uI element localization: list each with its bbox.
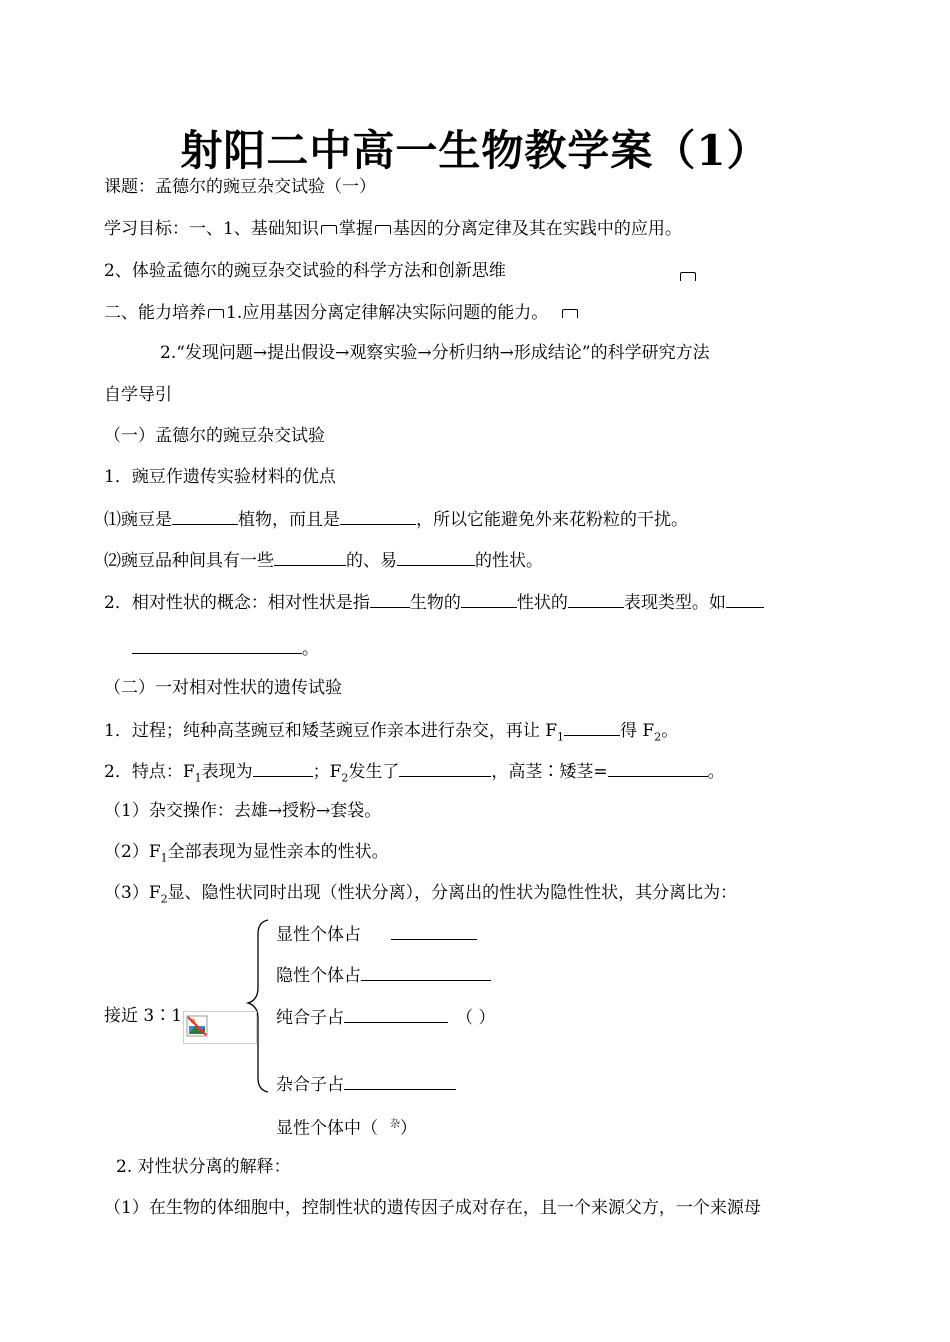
fill-blank[interactable]	[608, 759, 708, 777]
text: 得 F	[620, 721, 655, 741]
pea-line-2	[104, 548, 543, 572]
text: 杂合子占	[276, 1075, 344, 1095]
text: ，高茎∶矮茎=	[491, 762, 608, 782]
superscript: 杂	[390, 1119, 400, 1130]
subscript: 1	[194, 771, 202, 785]
fill-blank[interactable]	[397, 548, 475, 566]
subscript: 2	[341, 771, 349, 785]
fill-blank[interactable]	[370, 590, 410, 608]
subscript: 2	[654, 730, 662, 744]
fill-blank[interactable]	[726, 590, 764, 608]
near-ratio-label: 接近 3∶1	[104, 1006, 183, 1026]
edit-mark-icon	[321, 225, 337, 234]
fill-blank[interactable]	[344, 1072, 456, 1090]
text: 植物，而且是	[238, 510, 340, 530]
section-self-study: 自学导引	[104, 385, 172, 405]
relative-trait-line-2	[132, 636, 319, 660]
ratio-heterozygous	[276, 1072, 456, 1096]
text: 表现为	[201, 762, 253, 782]
fill-blank[interactable]	[391, 922, 477, 940]
ratio-dominant-inner	[276, 1114, 417, 1140]
fill-blank[interactable]	[399, 759, 491, 777]
text: 纯合子占	[276, 1008, 344, 1028]
text: ；F	[312, 762, 342, 782]
fill-blank[interactable]	[132, 636, 302, 654]
subscript: 1	[557, 730, 565, 744]
ratio-homozygous	[276, 1005, 495, 1029]
text: 1．过程；纯种高茎豌豆和矮茎豌豆作亲本进行杂交，再让 F	[104, 721, 558, 741]
broken-image-placeholder	[183, 1011, 257, 1044]
subscript: 1	[160, 851, 168, 865]
text: ⑴豌豆是	[104, 510, 172, 530]
fill-blank[interactable]	[564, 718, 620, 736]
fill-blank[interactable]	[274, 548, 346, 566]
text: ⑵豌豆品种间具有一些	[104, 551, 274, 571]
edit-mark-icon	[562, 309, 578, 318]
ability-line-2: 2.“发现问题→提出假设→观察实验→分析归纳→形成结论”的科学研究方法	[160, 343, 710, 363]
text: 显、隐性状同时出现（性状分离），分离出的性状为隐性性状，其分离比为：	[167, 883, 738, 903]
explanation-line-1: （1）在生物的体细胞中，控制性状的遗传因子成对存在，且一个来源父方，一个来源母	[104, 1198, 761, 1218]
text: 显性个体占	[276, 925, 361, 945]
ratio-dominant	[276, 922, 477, 946]
text: 隐性个体占	[276, 966, 361, 986]
lesson-topic: 课题：孟德尔的豌豆杂交试验（一）	[104, 177, 376, 197]
ability-line-1	[104, 302, 580, 324]
f1-line	[104, 841, 389, 863]
text: 性状的	[516, 593, 568, 613]
text: ）	[400, 1118, 417, 1139]
objective-text-c: 基因的分离定律及其在实践中的应用。	[392, 219, 682, 239]
fill-blank[interactable]	[361, 963, 491, 981]
pea-advantages-heading: 1．豌豆作遗传实验材料的优点	[104, 467, 336, 487]
section-one-heading: （一）孟德尔的豌豆杂交试验	[104, 426, 325, 446]
text: 的、易	[346, 551, 397, 571]
text: 发生了	[348, 762, 400, 782]
broken-image-icon	[186, 1015, 208, 1037]
text: 2．相对性状的概念：相对性状是指	[104, 593, 370, 613]
fill-blank[interactable]	[172, 507, 238, 525]
subscript: 2	[160, 892, 168, 906]
text: （2）F	[104, 842, 161, 862]
text: 的性状。	[475, 551, 543, 571]
text: 显性个体中（	[276, 1118, 378, 1139]
fill-blank[interactable]	[340, 507, 416, 525]
ratio-recessive	[276, 963, 491, 987]
f2-line	[104, 882, 737, 904]
text: 2．特点：F	[104, 762, 195, 782]
fill-blank[interactable]	[253, 759, 313, 777]
brace-icon	[244, 918, 274, 1094]
relative-trait-line	[104, 590, 764, 614]
text: 。	[661, 721, 679, 741]
ability-text-a: 二、能力培养	[104, 303, 206, 323]
text: ，所以它能避免外来花粉粒的干扰。	[416, 510, 688, 530]
features-line	[104, 759, 725, 783]
ability-text-b: 1.应用基因分离定律解决实际问题的能力。	[226, 303, 549, 323]
objective-line-1	[104, 218, 682, 240]
process-line	[104, 718, 678, 742]
fill-blank[interactable]	[344, 1005, 448, 1023]
objective-text-b: 掌握	[338, 219, 373, 239]
explanation-heading: 2. 对性状分离的解释：	[116, 1157, 291, 1177]
pea-line-1	[104, 507, 688, 531]
fill-blank[interactable]	[461, 590, 517, 608]
fill-blank[interactable]	[568, 590, 624, 608]
edit-mark-icon	[375, 225, 391, 234]
edit-mark-icon	[680, 272, 696, 281]
text: 全部表现为显性亲本的性状。	[167, 842, 389, 862]
page-title: 射阳二中高一生物教学案（1）	[180, 126, 770, 175]
edit-mark-icon	[208, 309, 224, 318]
section-two-heading: （二）一对相对性状的遗传试验	[104, 678, 342, 698]
text: 表现类型。如	[623, 593, 726, 613]
objective-text-a: 学习目标：一、1、基础知识	[104, 219, 319, 239]
text: 。	[707, 762, 725, 782]
objective-line-2: 2、体验孟德尔的豌豆杂交试验的科学方法和创新思维	[104, 261, 506, 281]
text: （ ）	[456, 1008, 496, 1028]
hybrid-operation-line: （1）杂交操作：去雄→授粉→套袋。	[104, 801, 382, 821]
text: 。	[302, 639, 319, 659]
text: 生物的	[409, 593, 461, 613]
text: （3）F	[104, 883, 161, 903]
